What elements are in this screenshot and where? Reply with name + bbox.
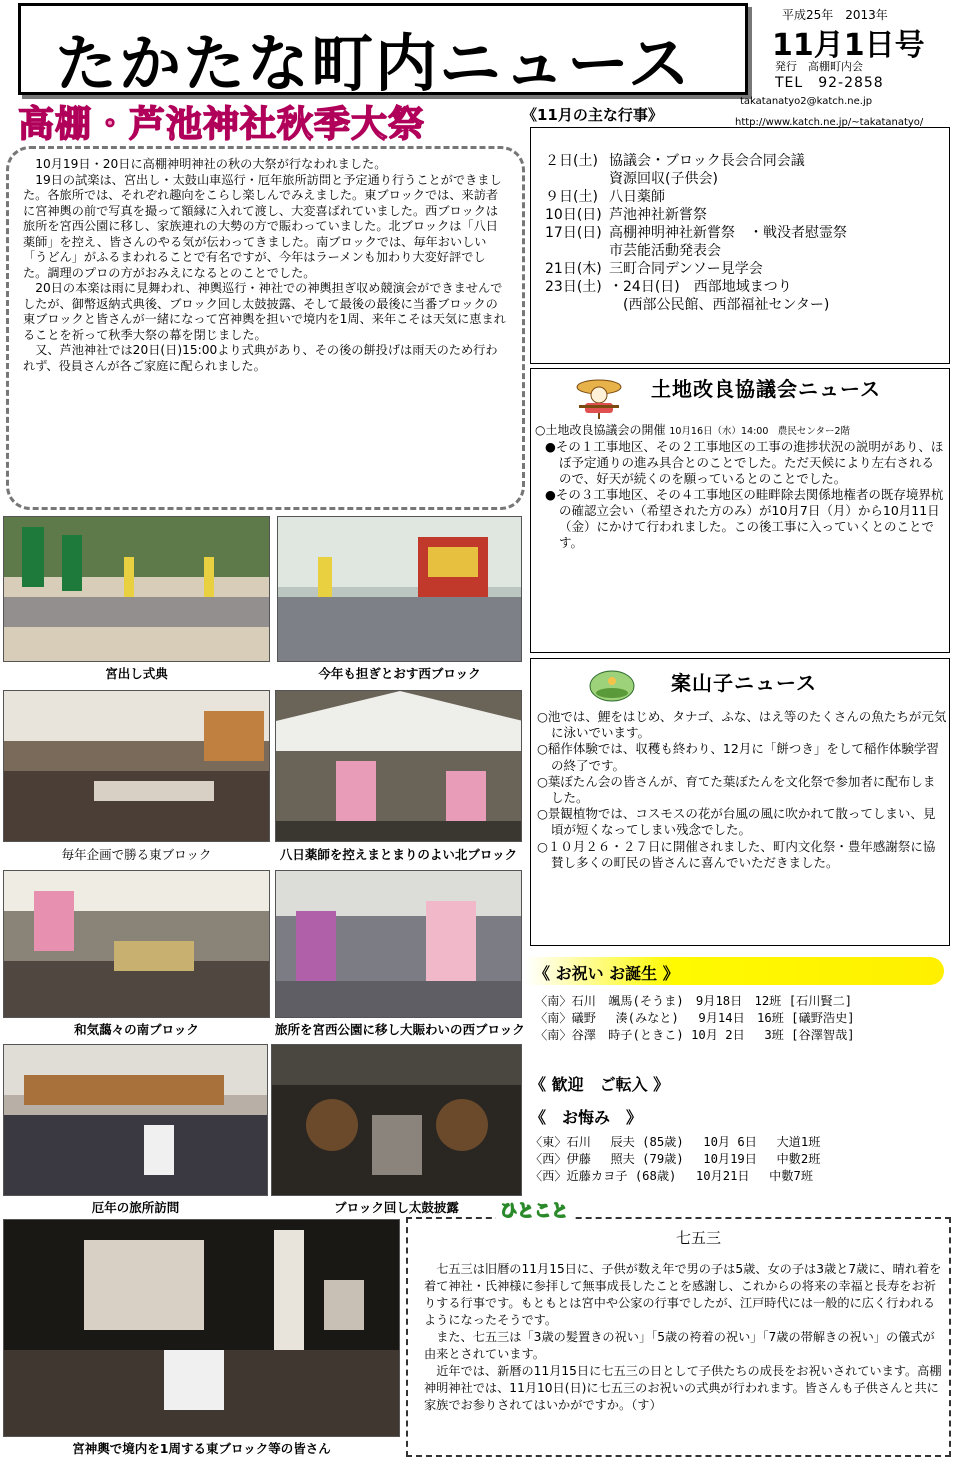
land-item: ●その３工事地区、その４工事地区の畦畔除去関係地権者の既存境界杭の確認立会い（希望された方のみ）が10月7日（月）から10月11日（金）にかけて行われました。この後工事に入っていくとのことです。 [545, 487, 944, 550]
land-item: ●その１工事地区、その２工事地区の工事の進捗状況の説明があり、ほぼ予定通りの進み具合とのことでした。ただ天候により左右されるので、好天が続くのを願っているとのことでした。 [545, 439, 944, 486]
field-logo-icon [589, 669, 635, 703]
issue-tel: TEL 92-2858 [775, 75, 884, 91]
event-row [545, 296, 939, 314]
photo-west-park [275, 870, 522, 1018]
event-name: (西部公民館、西部福祉センター) [609, 297, 830, 313]
birth-list [535, 993, 855, 1044]
event-row [545, 188, 939, 206]
event-date: 21日(木) [545, 261, 602, 277]
event-name: 八日薬師 [609, 189, 665, 205]
land-news-body [545, 439, 945, 551]
festival-article [6, 146, 525, 510]
event-row [545, 206, 939, 224]
event-row [545, 260, 939, 278]
issue-era: 平成25年 2013年 [782, 8, 888, 22]
condolence-row: 〈西〉伊藤 照夫 (79歳) 10月19日 中數2班 [530, 1152, 821, 1166]
kakashi-item: ○稲作体験では、収穫も終わり、12月に「餅つき」をして稲作体験学習の終了です。 [537, 741, 939, 773]
celebration-heading: 《 お祝い お誕生 》 [526, 957, 944, 985]
event-name: 協議会・ブロック長会合同会議 [609, 153, 805, 169]
article-paragraph: 20日の本楽は雨に見舞われ、神輿巡行・神社での神輿担ぎ収め競演会ができませんでしたが、御幣返納式典後、ブロック回し太鼓披露、そして最後の最後に当番ブロックの東ブロックと皆さんが一緒になって宮神輿を担いで境内を1周、来年こそは天気に恵まれることを祈って秋季大祭の幕を閉じました。 [23, 281, 506, 342]
masthead-title: たかたな町内ニュース [55, 27, 692, 100]
birth-row: 〈南〉谷澤 時子(ときこ) 10月 2日 3班 [谷澤智哉] [535, 1028, 855, 1042]
photo-east-image [4, 691, 270, 842]
event-date [545, 242, 609, 260]
hitokoto-title: 七五三 [676, 1229, 722, 1247]
issue-date: 11月1日号 [772, 28, 925, 63]
hitokoto-body [424, 1261, 944, 1414]
photo-miyadashi [3, 516, 270, 662]
condolence-row: 〈東〉石川 辰夫 (85歳) 10月 6日 大道1班 [530, 1135, 821, 1149]
photo-caption: 厄年の旅所訪問 [91, 1200, 180, 1215]
land-meeting [535, 422, 850, 440]
photo-south [3, 870, 270, 1018]
issue-publisher: 発行 高棚町内会 [775, 60, 863, 73]
issue-email[interactable]: takatanatyo2@katch.ne.jp [740, 96, 873, 107]
kakashi-item: ○１０月２６・２７日に開催されました、町内文化祭・豊年感謝祭に協賛し多くの町民の皆さんに喜んでいただきました。 [537, 838, 936, 870]
birth-row: 〈南〉石川 颯馬(そうま) 9月18日 12班 [石川賢二] [535, 994, 853, 1008]
kakashi-item: ○景観植物では、コスモスの花が台風の風に吹かれて散ってしまい、見頃が短くなってしまい残念でした。 [537, 806, 936, 838]
events-heading: 《11月の主な行事》 [522, 106, 663, 124]
photo-taiko-image [272, 1045, 522, 1196]
headline: 高棚・芦池神社秋季大祭 [18, 104, 426, 145]
photo-caption: 八日薬師を控えまとまりのよい北ブロック [279, 847, 518, 862]
hitokoto-box [406, 1201, 951, 1457]
article-paragraph: 19日の試楽は、宮出し・太鼓山車巡行・厄年旅所訪問と予定通り行うことができました。各旅所では、それぞれ趣向をこらし楽しんでみえました。東ブロックでは、来訪者に宮神輿の前で写真を撮って額縁に入れて渡し、大変喜ばれていました。西ブロックは旅所を宮西公園に移し、家族連れの大勢の方で賑わっていました。北ブロックは「八日薬師」を控え、皆さんのやる気が伝わってきました。南ブロックでは、毎年おいしい「うどん」がふるまわれることで有名ですが、今年はラーメンも加わり大変好評でした。調理のプロの方がおみえになるとのことでした。 [23, 172, 502, 280]
hitokoto-paragraph: また、七五三は「3歳の髪置きの祝い」「5歳の袴着の祝い」「7歳の帯解きの祝い」の儀式が由来とされています。 [424, 1330, 935, 1361]
event-name: ・24日(日) 西部地域まつり [609, 279, 792, 295]
hitokoto-paragraph: 近年では、新暦の11月15日に七五三の日として子供たちの成長をお祝いされています。高棚神明神社では、11月10日(日)に七五三のお祝いの式典が行われます。皆さんも子供さんと共に家族でお参りされてはいかがですか。（す） [424, 1364, 942, 1412]
land-meeting-label: ○土地改良協議会の開催 [535, 423, 666, 437]
photo-caption: ブロック回し太鼓披露 [334, 1200, 459, 1215]
photo-caption: 旅所を宮西公園に移し大賑わいの西ブロック [275, 1022, 525, 1037]
photo-caption: 毎年企画で勝る東ブロック [61, 847, 212, 862]
condolence-heading: 《 お悔み 》 [530, 1108, 643, 1127]
event-row [545, 170, 939, 188]
event-row [545, 242, 939, 260]
land-news-box [530, 368, 950, 653]
event-name: 市芸能活動発表会 [609, 243, 721, 259]
hitokoto-paragraph: 七五三は旧暦の11月15日に、子供が数え年で男の子は5歳、女の子は3歳と7歳に、晴れ着を着て神社・氏神様に参拝して無事成長したことを感謝し、これからの将来の幸福と長寿をお祈りする行事です。もともとは宮中や公家の行事でしたが、江戸時代には一般的に広く行われるようになったそうです。 [424, 1262, 942, 1327]
kakashi-news-title: 案山子ニュース [671, 671, 817, 695]
photo-caption: 宮出し式典 [105, 666, 168, 681]
photo-east [3, 690, 270, 842]
photo-west-carry [277, 516, 522, 662]
kakashi-news-box [530, 658, 950, 946]
photo-mikoshi [3, 1219, 400, 1437]
article-paragraph: 10月19日・20日に高棚神明神社の秋の大祭が行なわれました。 [35, 157, 387, 171]
land-news-title: 土地改良協議会ニュース [651, 377, 881, 401]
photo-west-carry-image [278, 517, 522, 662]
issue-url[interactable]: http://www.katch.ne.jp/~takatanatyo/ [735, 117, 924, 128]
event-date: 10日(日) [545, 207, 602, 223]
event-date: 17日(日) [545, 225, 602, 241]
photo-caption: 宮神輿で境内を1周する東ブロック等の皆さん [72, 1441, 331, 1456]
event-date: ９日(土) [545, 189, 598, 205]
event-date: ２日(土) [545, 153, 598, 169]
kakashi-item: ○池では、鯉をはじめ、タナゴ、ふな、はえ等のたくさんの魚たちが元気に泳いでいます。 [537, 709, 947, 741]
scarecrow-icon [571, 375, 627, 419]
photo-north-image [276, 691, 522, 842]
land-meeting-detail: 10月16日（水）14:00 農民センター2階 [669, 426, 851, 437]
event-date: 23日(土) [545, 279, 602, 295]
events-box [530, 127, 950, 364]
event-date [545, 296, 609, 314]
event-name: 高棚神明神社新嘗祭 ・戦没者慰霊祭 [609, 225, 847, 241]
photo-north [275, 690, 522, 842]
kakashi-news-body [537, 709, 947, 871]
masthead [18, 3, 748, 100]
hitokoto-label: ひとこと [496, 1203, 572, 1220]
event-row [545, 152, 939, 170]
event-name: 芦池神社新嘗祭 [609, 207, 707, 223]
condolence-list [530, 1134, 820, 1185]
kakashi-item: ○葉ぼたん会の皆さんが、育てた葉ぼたんを文化祭で参加者に配布しました。 [537, 773, 936, 806]
condolence-row: 〈西〉近藤カヨ子 (68歳) 10月21日 中數7班 [530, 1169, 814, 1183]
event-row [545, 278, 939, 296]
article-paragraph: 又、芦池神社では20日(日)15:00より式典があり、その後の餅投げは雨天のため行われず、役員さんが各ご家庭に配られました。 [23, 343, 498, 373]
photo-west-park-image [276, 871, 522, 1018]
event-name: 三町合同デンソー見学会 [609, 261, 763, 277]
event-row [545, 224, 939, 242]
birth-row: 〈南〉礒野 湊(みなと) 9月14日 16班 [礒野浩史] [535, 1011, 855, 1025]
welcome-heading: 《 歓迎 ご転入 》 [530, 1075, 670, 1094]
photo-south-image [4, 871, 270, 1018]
photo-miyadashi-image [4, 517, 270, 662]
photo-caption: 和気藹々の南ブロック [74, 1022, 199, 1037]
photo-yakudoshi-image [4, 1045, 268, 1196]
photo-taiko [271, 1044, 522, 1196]
photo-yakudoshi [3, 1044, 268, 1196]
event-date [545, 170, 609, 188]
event-name: 資源回収(子供会) [609, 171, 718, 187]
photo-caption: 今年も担ぎとおす西ブロック [318, 666, 481, 681]
photo-mikoshi-image [4, 1220, 400, 1437]
